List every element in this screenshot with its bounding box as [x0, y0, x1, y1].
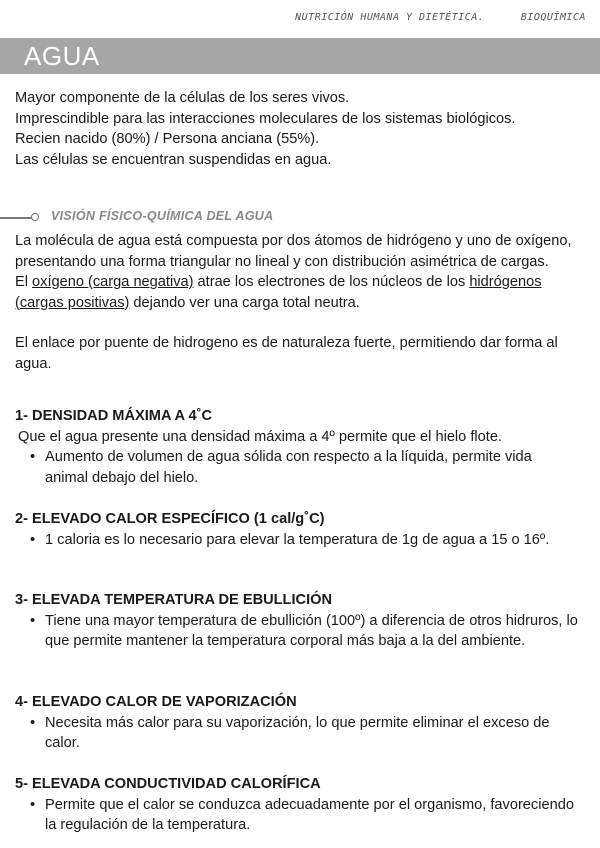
oxygen-underlined: oxígeno (carga negativa) [32, 274, 194, 290]
page-title: AGUA [24, 41, 100, 71]
section-label: VISIÓN FÍSICO-QUÍMICA DEL AGUA [51, 209, 274, 223]
heading-rule [0, 217, 32, 219]
property-bullets [15, 795, 578, 836]
molecule-block [15, 231, 578, 374]
bullet-item: • Aumento de volumen de agua sólida con respecto a la líquida, permite vida animal debajo del hielo. [45, 447, 578, 488]
bullet-item: • Tiene una mayor temperatura de ebullición (100º) a diferencia de otros hidruros, lo que permite mantener la temperatura corporal más baja a la del ambiente. [45, 611, 578, 652]
text-run: dejando ver una carga total neutra. [129, 294, 360, 311]
property-bullets [15, 611, 578, 652]
intro-line: Las células se encuentran suspendidas en agua. [15, 151, 332, 168]
property-3 [15, 590, 578, 652]
property-heading: 1- DENSIDAD MÁXIMA A 4˚C [15, 408, 213, 424]
text-run: atrae los electrones de los núcleos de los [193, 274, 470, 290]
course-name: NUTRICIÓN HUMANA Y DIETÉTICA. [295, 12, 485, 23]
hydrogen-underlined: hidrógenos (cargas positivas) [15, 274, 542, 311]
property-5 [15, 774, 578, 836]
hydrogen-bond-paragraph: El enlace por puente de hidrogeno es de naturaleza fuerte, permitiendo dar forma al agua. [15, 335, 558, 372]
bullet-item: • Necesita más calor para su vaporización, lo que permite eliminar el exceso de calor. [45, 713, 578, 754]
intro-line: Recien nacido (80%) / Persona anciana (55%). [15, 131, 320, 147]
title-bar [0, 38, 600, 74]
property-heading: 5- ELEVADA CONDUCTIVIDAD CALORÍFICA [15, 776, 321, 792]
property-1 [15, 406, 578, 488]
property-heading: 2- ELEVADO CALOR ESPECÍFICO (1 cal/g˚C) [15, 511, 325, 527]
heading-bullet-icon [31, 213, 39, 221]
property-2 [15, 509, 578, 550]
bullet-item: • 1 caloria es lo necesario para elevar la temperatura de 1g de agua a 15 o 16º. [45, 530, 578, 551]
property-bullets [15, 447, 578, 488]
section-heading [0, 208, 600, 228]
property-heading: 4- ELEVADO CALOR DE VAPORIZACIÓN [15, 694, 297, 710]
subject-name: BIOQUÍMICA [520, 12, 586, 23]
bullet-item: • Permite que el calor se conduzca adecuadamente por el organismo, favoreciendo la regulación de la temperatura. [45, 795, 578, 836]
intro-line: Mayor componente de la células de los seres vivos. [15, 90, 350, 106]
intro-line: Imprescindible para las interacciones moleculares de los sistemas biológicos. [15, 110, 516, 127]
text-run: El [15, 274, 33, 290]
charge-paragraph [15, 272, 578, 313]
property-heading: 3- ELEVADA TEMPERATURA DE EBULLICIÓN [15, 592, 333, 608]
intro-block [15, 88, 578, 170]
property-bullets [15, 713, 578, 754]
page-header [265, 12, 586, 23]
molecule-paragraph: La molécula de agua está compuesta por dos átomos de hidrógeno y uno de oxígeno, presentando una forma triangular no lineal y con distribución asimétrica de cargas. [15, 233, 572, 270]
property-text: Que el agua presente una densidad máxima a 4º permite que el hielo flote. [18, 428, 502, 445]
property-bullets [15, 530, 578, 551]
property-4 [15, 692, 578, 754]
